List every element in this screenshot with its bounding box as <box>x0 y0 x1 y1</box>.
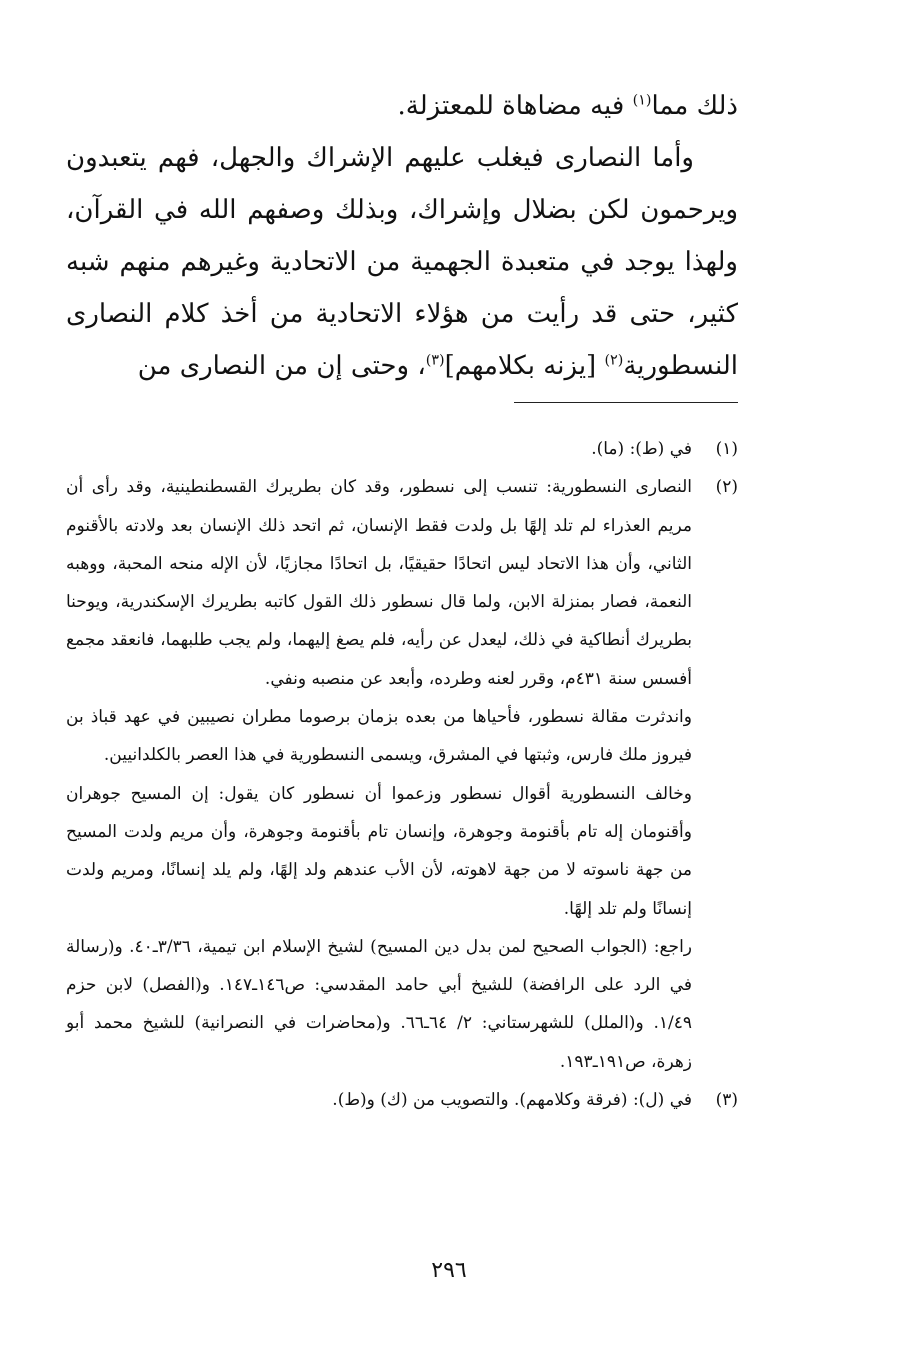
footnote-ref-3: (٣) <box>425 352 445 369</box>
footnote-text: في (ل): (فرقة وكلامهم). والتصويب من (ك) و(ط). <box>332 1090 692 1111</box>
main-paragraph-2-text: وأما النصارى فيغلب عليهم الإشراك والجهل، فهم يتعبدون ويرحمون لكن بضلال وإشراك، وبذلك وصفهم الله في القرآن، ولهذا يوجد في متعبدة الجهمية من الاتحادية وغيرهم منهم شبه كثير، حتى قد رأيت من هؤلاء الاتحادية من أخذ كلام النصارى النسطورية <box>66 143 738 381</box>
footnote-1 <box>66 430 738 468</box>
footnotes <box>66 430 738 1119</box>
footnote-2 <box>66 468 738 1081</box>
main-text <box>66 80 738 392</box>
footnote-body <box>66 1081 692 1119</box>
main-line-1-start: ذلك مما <box>651 91 738 121</box>
footnote-text: في (ط): (ما). <box>591 439 692 459</box>
footnote-ref-1: (١) <box>632 92 652 109</box>
main-line-1 <box>66 80 738 132</box>
footnote-references: راجع: (الجواب الصحيح لمن بدل دين المسيح) لشيخ الإسلام ابن تيمية، ٣/٣٦ـ٤٠. و(رسالة في الرد على الرافضة) للشيخ أبي حامد المقدسي: ص١٤٦ـ١٤٧. و(الفصل) لابن حزم ١/٤٩. و(الملل) للشهرستاني: ٢/ ٦٤ـ٦٦. و(محاضرات في النصرانية) للشيخ محمد أبو زهرة، ص١٩١ـ١٩٣. <box>66 936 693 1072</box>
page-number: ٢٩٦ <box>431 1258 467 1283</box>
bracketed-insertion: [يزنه بكلامهم] <box>444 351 605 381</box>
footnote-body <box>66 430 692 468</box>
footnote-number: (١) <box>715 439 738 459</box>
footnote-separator <box>514 402 738 403</box>
footnote-paragraph: النصارى النسطورية: تنسب إلى نسطور، وقد كان بطريرك القسطنطينية، وقد رأى أن مريم العذراء لم تلد إلهًا بل ولدت فقط الإنسان، ثم اتحد ذلك الإنسان بعد ولادته بالأقنوم الثاني، وأن هذا الاتحاد ليس اتحادًا حقيقيًا، بل اتحادًا مجازيًا، لأن الإله منحه المحبة، ووهبه النعمة، فصار بمنزلة الابن، ولما قال نسطور ذلك القول كاتبه بطريرك الإسكندرية، ويوحنا بطريرك أنطاكية في ذلك، ليعدل عن رأيه، فلم يصغ إليهما، ولم يجب طلبهما، فانعقد مجمع أفسس سنة ٤٣١م، وقرر لعنه وطرده، وأبعد عن منصبه ونفي. <box>66 477 692 689</box>
footnote-number: (٣) <box>715 1090 738 1111</box>
footnote-ref-2: (٢) <box>604 352 624 369</box>
footnote-body <box>66 468 692 1081</box>
footnote-paragraph: وخالف النسطورية أقوال نسطور وزعموا أن نسطور كان يقول: إن المسيح جوهران وأقنومان إله تام بأقنومة وجوهرة، وإنسان تام بأقنومة وجوهرة، وأن مريم ولدت المسيح من جهة ناسوته لا من جهة لاهوته، لأن الأب عندهم ولد إلهًا، ولم يلد إنسانًا، ومريم ولدت إنسانًا ولم تلد إلهًا. <box>66 783 692 919</box>
footnote-paragraph: واندثرت مقالة نسطور، فأحياها من بعده بزمان برصوما مطران نصيبين في عهد قباذ بن فيروز ملك فارس، وثبتها في المشرق، ويسمى النسطورية في هذا العصر بالكلدانيين. <box>66 707 692 766</box>
main-paragraph-2 <box>66 132 738 392</box>
main-line-1-end: فيه مضاهاة للمعتزلة. <box>397 91 633 121</box>
footnote-number: (٢) <box>715 477 738 498</box>
main-paragraph-2-tail: ، وحتى إن من النصارى من <box>137 351 426 381</box>
footnote-3 <box>66 1081 738 1119</box>
